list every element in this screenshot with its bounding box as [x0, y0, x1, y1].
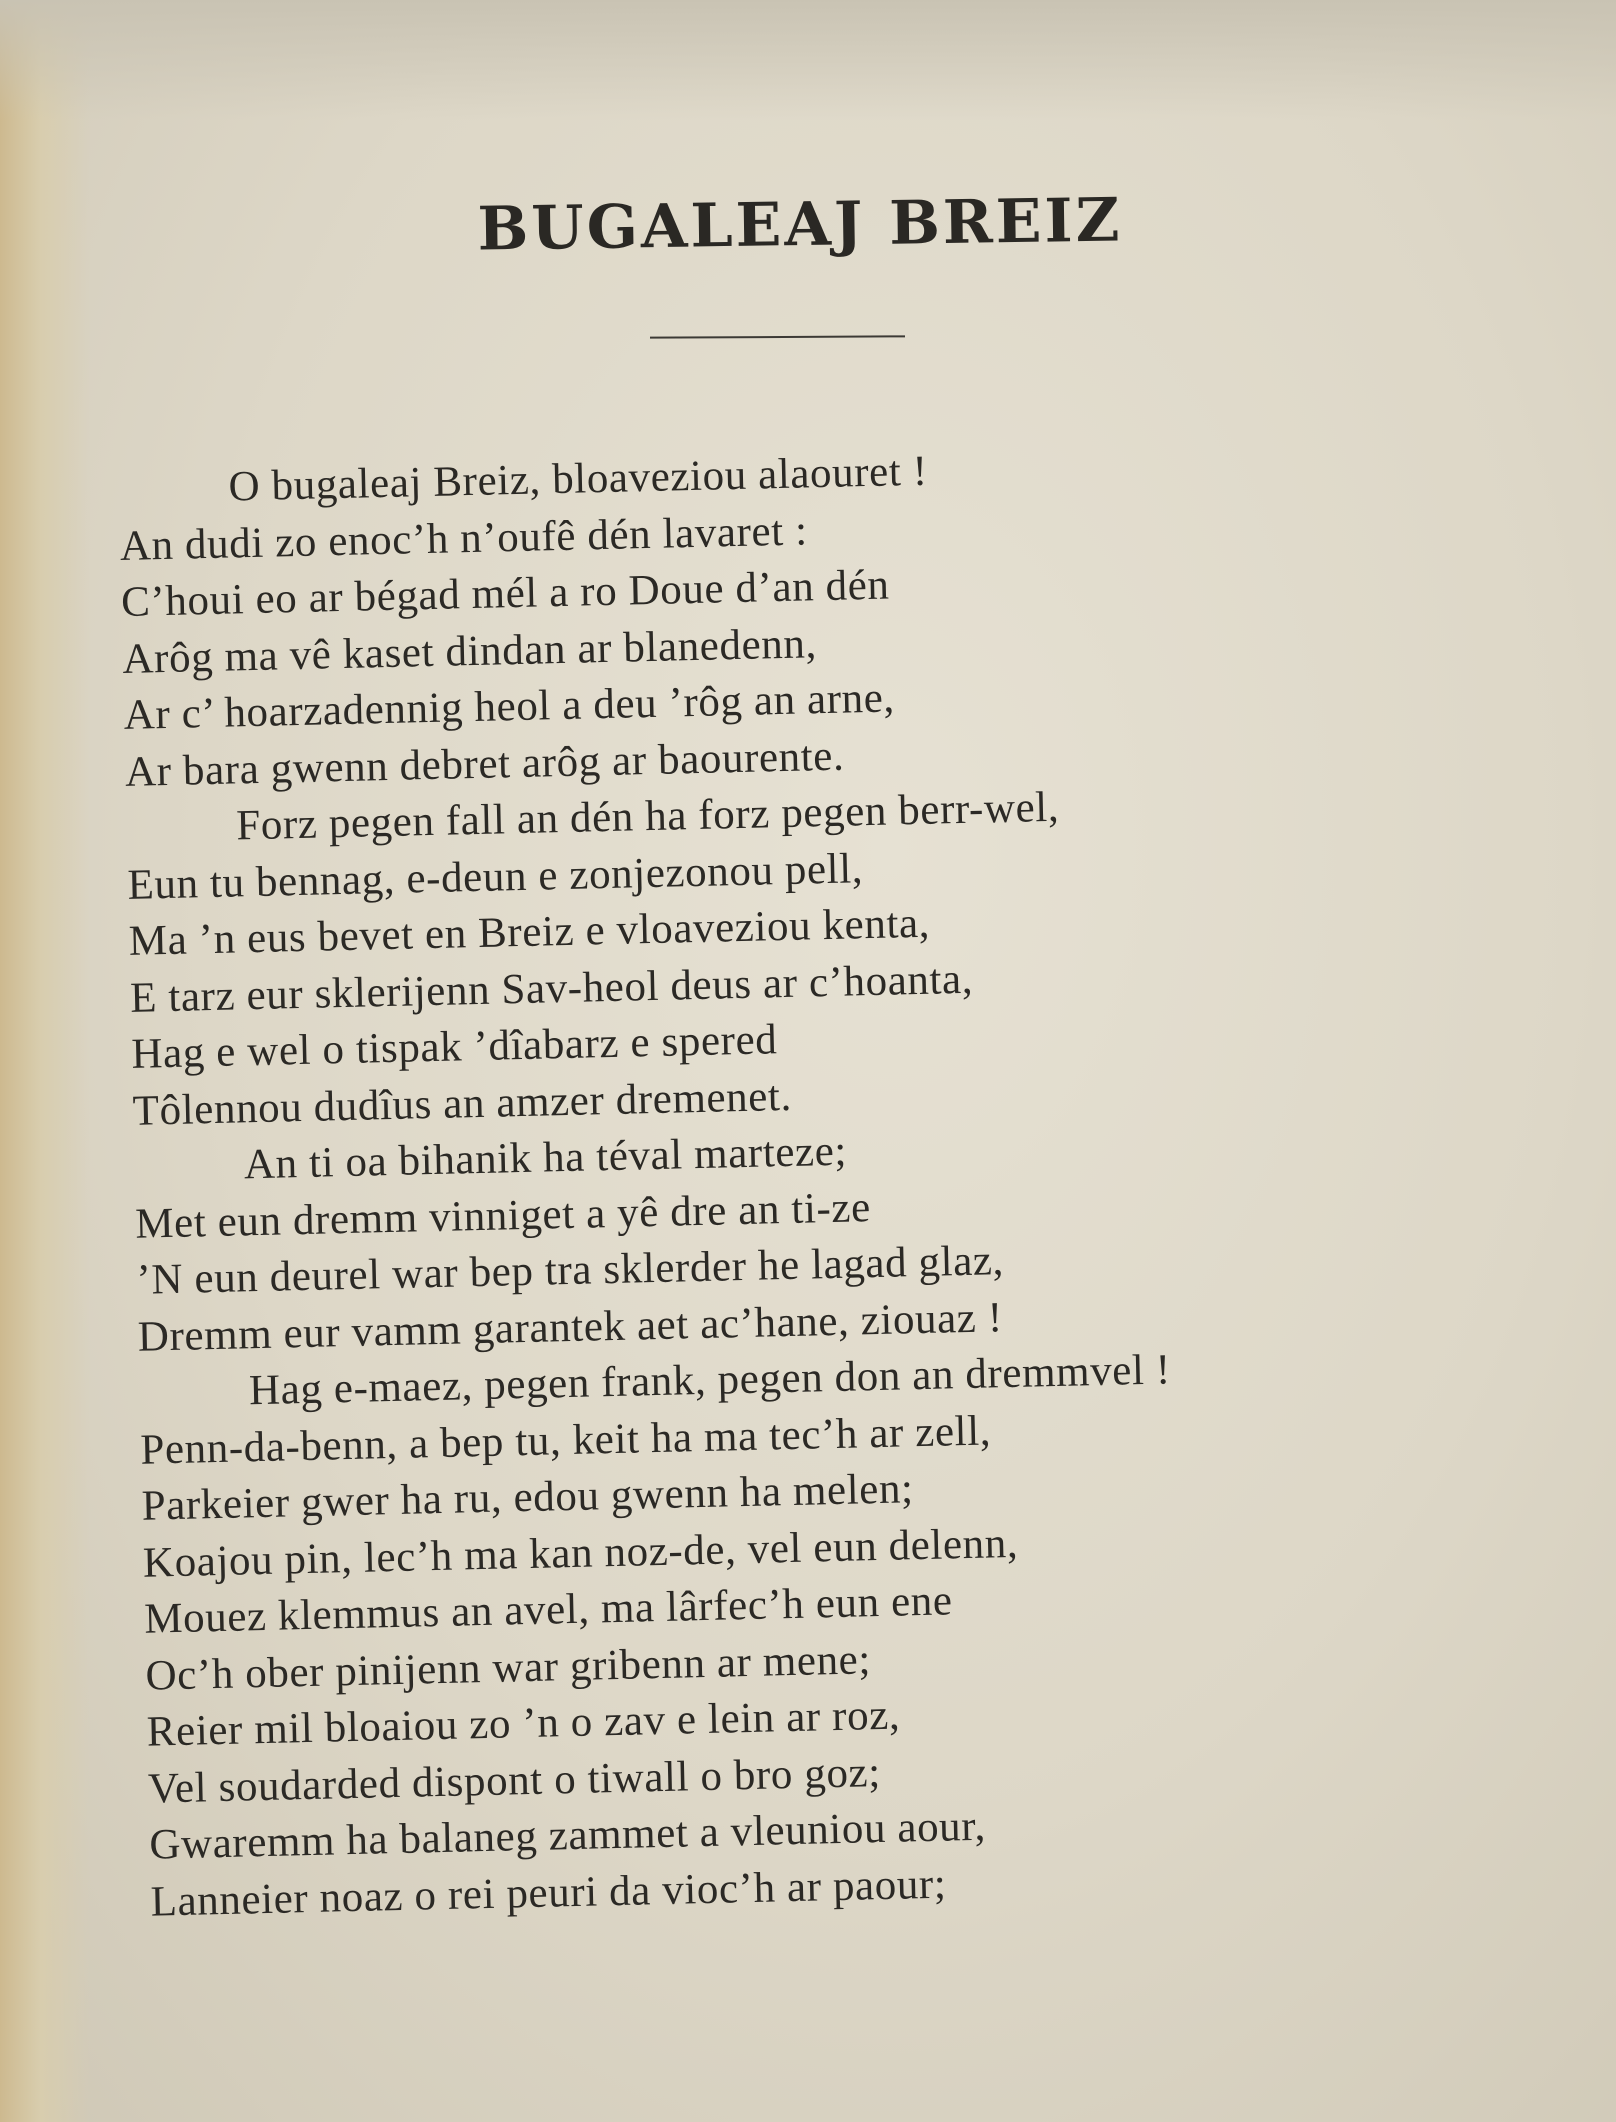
- title-divider: [650, 335, 905, 338]
- poem-line: Hag e wel o tispak ’dîabarz e spered: [130, 1016, 778, 1078]
- poem-line: Arôg ma vê kaset dindan ar blanedenn,: [121, 619, 818, 683]
- poem-line: Reier mil bloaiou zo ’n o zav e lein ar roz,: [146, 1691, 901, 1756]
- poem-line: Vel soudarded dispont o tiwall o bro goz;: [147, 1748, 882, 1813]
- poem-line: Gwaremm ha balaneg zammet a vleuniou aour,: [148, 1802, 987, 1869]
- poem-line: Penn-da-benn, a bep tu, keit ha ma tec’h ar zell,: [139, 1406, 992, 1474]
- poem-line: Ar c’ hoarzadennig heol a deu ’rôg an arne,: [123, 674, 896, 739]
- poem-line: C’houi eo ar bégad mél a ro Doue d’an dén: [120, 561, 891, 626]
- poem-line: Dremm eur vamm garantek aet ac’hane, ziouaz !: [137, 1293, 1004, 1361]
- poem-line: Ar bara gwenn debret arôg ar baourente.: [124, 732, 845, 796]
- poem-line: Eun tu bennag, e-deun e zonjezonou pell,: [127, 844, 864, 909]
- poem-line: ’N eun deurel war bep tra sklerder he lagad glaz,: [136, 1237, 1005, 1304]
- page-title: BUGALEAJ BREIZ: [477, 185, 1123, 265]
- poem-line: O bugaleaj Breiz, bloaveziou alaouret !: [228, 447, 929, 511]
- poem-line: Tôlennou dudîus an amzer dremenet.: [132, 1072, 793, 1135]
- poem-body: [118, 431, 1531, 1931]
- page-top-shadow: [0, 0, 1616, 120]
- page-binding-shadow: [0, 0, 90, 2122]
- poem-line: E tarz eur sklerijenn Sav-heol deus ar c’hoanta,: [129, 955, 974, 1022]
- poem-line: Mouez klemmus an avel, ma lârfec’h eun ene: [143, 1577, 954, 1643]
- poem-line: Met eun dremm vinniget a yê dre an ti-ze: [134, 1183, 872, 1248]
- poem-line: Parkeier gwer ha ru, edou gwenn ha melen;: [141, 1465, 915, 1530]
- poem-line: An dudi zo enoc’h n’oufê dén lavaret :: [119, 506, 809, 570]
- poem-line: Lanneier noaz o rei peuri da vioc’h ar paour;: [150, 1860, 947, 1926]
- poem-line: An ti oa bihanik ha téval marteze;: [243, 1127, 848, 1189]
- poem-line: Hag e-maez, pegen frank, pegen don an dremmvel !: [248, 1346, 1172, 1415]
- poem-line: Ma ’n eus bevet en Breiz e vloaveziou kenta,: [128, 899, 931, 965]
- poem-line: Forz pegen fall an dén ha forz pegen berr-wel,: [235, 783, 1060, 850]
- poem-line: Koajou pin, lec’h ma kan noz-de, vel eun delenn,: [142, 1519, 1019, 1587]
- poem-line: Oc’h ober pinijenn war gribenn ar mene;: [145, 1635, 872, 1700]
